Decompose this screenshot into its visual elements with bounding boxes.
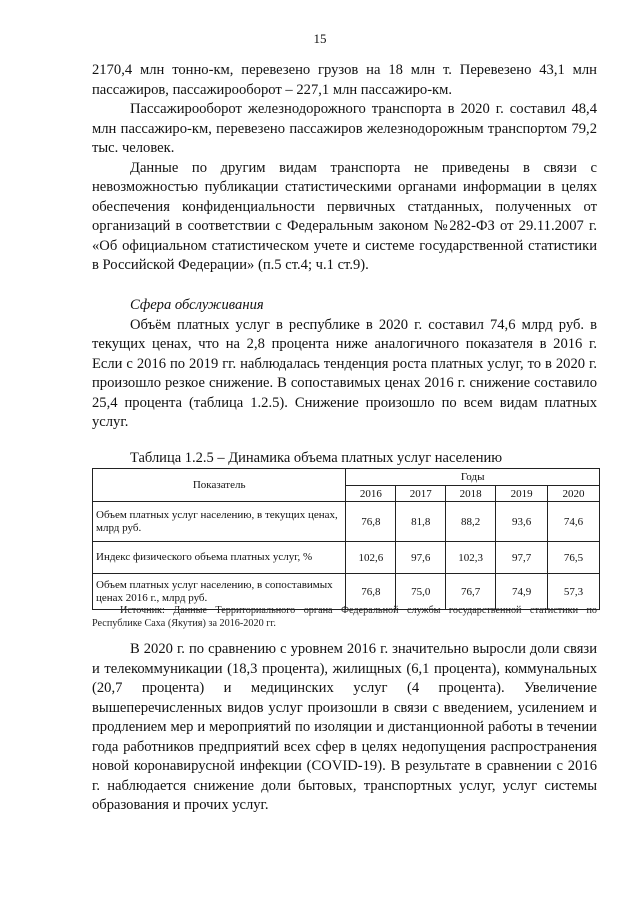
header-year: 2016 (346, 486, 396, 502)
table-row (93, 542, 600, 574)
section-subheading: Сфера обслуживания (130, 297, 264, 313)
row-label: Индекс физического объема платных услуг, % (93, 542, 346, 574)
table-cell: 57,3 (548, 574, 600, 610)
table-cell: 93,6 (496, 502, 548, 542)
header-year: 2019 (496, 486, 548, 502)
header-year: 2020 (548, 486, 600, 502)
table-cell: 75,0 (396, 574, 446, 610)
header-indicator: Показатель (93, 469, 346, 502)
table-cell: 74,9 (496, 574, 548, 610)
table-cell: 76,8 (346, 502, 396, 542)
paragraph-freight: 2170,4 млн тонно-км, перевезено грузов на 18 млн т. Перевезено 43,1 млн пассажиров, пассажирооборот – 227,1 млн пассажиро-км. (92, 62, 597, 98)
table-caption: Таблица 1.2.5 – Динамика объема платных услуг населению (130, 450, 503, 466)
bottom-text-block (92, 640, 597, 816)
row-label: Объем платных услуг населению, в сопоставимых ценах 2016 г., млрд руб. (93, 574, 346, 610)
table-cell: 97,6 (396, 542, 446, 574)
paragraph-service-shares: В 2020 г. по сравнению с уровнем 2016 г. значительно выросли доли связи и телекоммуникации (18,3 процента), жилищных (6,1 процента), коммунальных (20,7 процента) и медицинских услуг (4 процента). Увеличение вышеперечисленных видов услуг произошли в связи с введением, усилением и продлением мер и мероприятий по изоляции и дистанционной работы в течении года работников предприятий всех сфер в целях недопущения распространения новой коронавирусной инфекции (COVID-19). В результате в сравнении с 2016 г. наблюдается снижение доли бытовых, транспортных услуг, услуг системы образования и прочих услуг. (92, 641, 597, 813)
table-cell: 76,5 (548, 542, 600, 574)
row-label: Объем платных услуг населению, в текущих ценах, млрд руб. (93, 502, 346, 542)
table-cell: 102,3 (446, 542, 496, 574)
page-number: 15 (313, 31, 327, 46)
top-text-block (92, 61, 597, 276)
table-cell: 74,6 (548, 502, 600, 542)
table-cell: 88,2 (446, 502, 496, 542)
paid-services-table (92, 468, 600, 610)
header-years: Годы (346, 469, 600, 486)
table-cell: 81,8 (396, 502, 446, 542)
paragraph-rail: Пассажирооборот железнодорожного транспорта в 2020 г. составил 48,4 млн пассажиро-км, перевезено пассажиров железнодорожным транспортом 79,2 тыс. человек. (92, 101, 597, 156)
table-source-note: Источник: Данные Территориального органа Федеральной службы государственной статистики по Республике Саха (Якутия) за 2016-2020 гг. (92, 605, 597, 629)
paragraph-other-transport: Данные по другим видам транспорта не приведены в связи с невозможностью публикации статистическими органами информации в целях обеспечения конфиденциальности первичных статданных, полученных от организаций в соответствии с Федеральным законом №282-ФЗ от 29.11.2007 г. «Об официальном статистическом учете и системе государственной статистики в Российской Федерации» (п.5 ст.4; ч.1 ст.9). (92, 159, 597, 273)
services-section (92, 296, 597, 433)
paragraph-services: Объём платных услуг в республике в 2020 г. составил 74,6 млрд руб. в текущих ценах, что на 2,8 процента ниже аналогичного показателя в 2016 г. Если с 2016 по 2019 гг. наблюдалась тенденция роста платных услуг, то в 2020 г. произошло резкое снижение. В сопоставимых ценах 2016 г. снижение составило 25,4 процента (таблица 1.2.5). Снижение произошло по всем видам платных услуг. (92, 316, 597, 430)
table-cell: 76,7 (446, 574, 496, 610)
table-cell: 102,6 (346, 542, 396, 574)
header-year: 2017 (396, 486, 446, 502)
table-cell: 76,8 (346, 574, 396, 610)
table-cell: 97,7 (496, 542, 548, 574)
table-row (93, 502, 600, 542)
header-year: 2018 (446, 486, 496, 502)
